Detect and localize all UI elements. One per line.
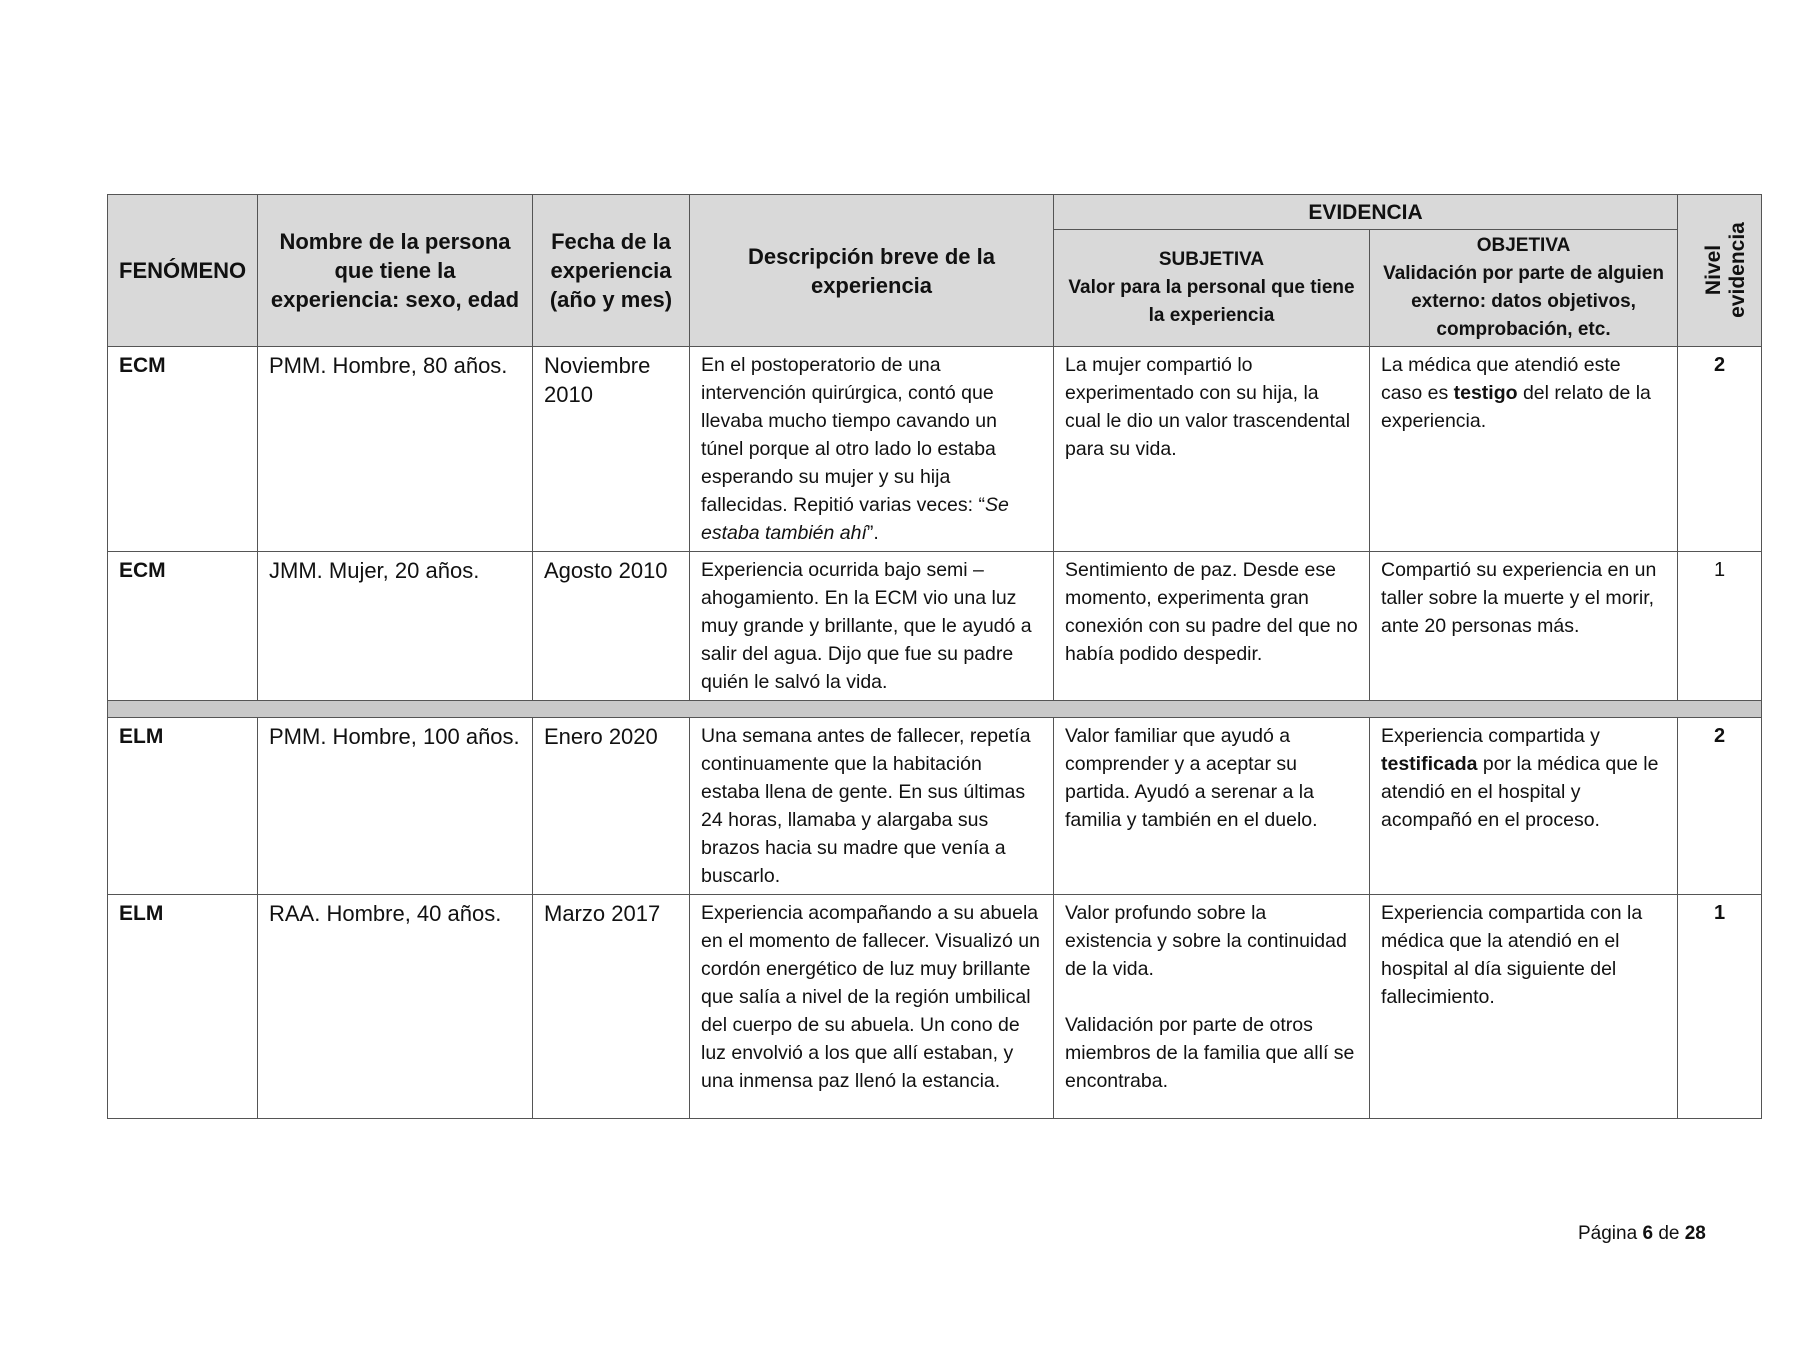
header-nivel xyxy=(1678,195,1762,347)
cell-descripcion: Una semana antes de fallecer, repetía continuamente que la habitación estaba llena de gente. En sus últimas 24 horas, llamaba y alargaba sus brazos hacia su madre que venía a buscarlo. xyxy=(690,718,1054,895)
cell-descripcion: Experiencia ocurrida bajo semi – ahogamiento. En la ECM vio una luz muy grande y brillante, que le ayudó a salir del agua. Dijo que fue su padre quién le salvó la vida. xyxy=(690,552,1054,701)
objetiva-text: La médica que atendió este caso es xyxy=(1381,354,1621,404)
cell-nivel: 1 xyxy=(1678,552,1762,701)
cell-fecha: Noviembre 2010 xyxy=(533,347,690,552)
cell-fecha: Agosto 2010 xyxy=(533,552,690,701)
cell-nombre: RAA. Hombre, 40 años. xyxy=(258,895,533,1119)
cell-objetiva xyxy=(1370,347,1678,552)
page-of: de xyxy=(1658,1223,1680,1244)
table-row xyxy=(108,552,1762,701)
objetiva-bold: testificada xyxy=(1381,753,1478,775)
cell-subjetiva: Valor familiar que ayudó a comprender y a aceptar su partida. Ayudó a serenar a la familia y también en el duelo. xyxy=(1054,718,1370,895)
page-current: 6 xyxy=(1642,1223,1654,1244)
cell-fenomeno: ECM xyxy=(108,347,258,552)
cell-subjetiva xyxy=(1054,895,1370,1119)
header-fecha: Fecha de la experiencia (año y mes) xyxy=(533,195,690,347)
cell-nombre: PMM. Hombre, 100 años. xyxy=(258,718,533,895)
descripcion-end: ”. xyxy=(866,522,879,544)
cell-subjetiva: Sentimiento de paz. Desde ese momento, experimenta gran conexión con su padre del que no había podido despedir. xyxy=(1054,552,1370,701)
cell-nivel: 2 xyxy=(1678,347,1762,552)
separator-cell xyxy=(108,701,1762,718)
cell-nombre: PMM. Hombre, 80 años. xyxy=(258,347,533,552)
table-row xyxy=(108,718,1762,895)
cell-subjetiva: La mujer compartió lo experimentado con su hija, la cual le dio un valor trascendental para su vida. xyxy=(1054,347,1370,552)
objetiva-text: Experiencia compartida y xyxy=(1381,725,1600,747)
page-total: 28 xyxy=(1684,1223,1706,1244)
cell-objetiva: Experiencia compartida con la médica que la atendió en el hospital al día siguiente del fallecimiento. xyxy=(1370,895,1678,1119)
header-subjetiva xyxy=(1054,230,1370,347)
cell-descripcion: Experiencia acompañando a su abuela en el momento de fallecer. Visualizó un cordón energético de luz muy brillante que salía a nivel de la región umbilical del cuerpo de su abuela. Un cono de luz envolvió a los que allí estaban, y una inmensa paz llenó la estancia. xyxy=(690,895,1054,1119)
table-row xyxy=(108,347,1762,552)
subjetiva-paragraph-1: Valor profundo sobre la existencia y sobre la continuidad de la vida. xyxy=(1065,902,1347,980)
subjetiva-desc: Valor para la personal que tiene la experiencia xyxy=(1068,277,1355,326)
cell-nombre: JMM. Mujer, 20 años. xyxy=(258,552,533,701)
nivel-line2: evidencia xyxy=(1725,222,1749,318)
cell-fecha: Enero 2020 xyxy=(533,718,690,895)
objetiva-text-end: por la médica que le atendió en el hospital y acompañó en el proceso. xyxy=(1381,753,1659,831)
descripcion-text: En el postoperatorio de una intervención quirúrgica, contó que llevaba mucho tiempo cavando un túnel porque al otro lado lo estaba esperando su mujer y su hija fallecidas. Repitió varias veces: “ xyxy=(701,354,997,516)
cell-nivel: 2 xyxy=(1678,718,1762,895)
section-separator xyxy=(108,701,1762,718)
cell-objetiva xyxy=(1370,718,1678,895)
header-fenomeno: FENÓMENO xyxy=(108,195,258,347)
evidence-table xyxy=(107,194,1762,1119)
cell-fenomeno: ECM xyxy=(108,552,258,701)
cell-descripcion xyxy=(690,347,1054,552)
page-label: Página xyxy=(1578,1223,1638,1244)
table-row xyxy=(108,895,1762,1119)
objetiva-text-end: del relato de la experiencia. xyxy=(1381,382,1651,432)
header-nivel-label xyxy=(1702,222,1750,318)
subjetiva-paragraph-2: Validación por parte de otros miembros de la familia que allí se encontraba. xyxy=(1065,1014,1355,1092)
subjetiva-title: SUBJETIVA xyxy=(1158,249,1265,270)
header-objetiva xyxy=(1370,230,1678,347)
objetiva-desc: Validación por parte de alguien externo: datos objetivos, comprobación, etc. xyxy=(1383,263,1664,340)
cell-fecha: Marzo 2017 xyxy=(533,895,690,1119)
cell-objetiva: Compartió su experiencia en un taller sobre la muerte y el morir, ante 20 personas más. xyxy=(1370,552,1678,701)
page-number xyxy=(1578,1223,1706,1245)
nivel-line1: Nivel xyxy=(1701,244,1725,296)
header-evidencia: EVIDENCIA xyxy=(1054,195,1678,230)
objetiva-bold: testigo xyxy=(1453,382,1518,404)
header-row-top xyxy=(108,195,1762,230)
header-nombre: Nombre de la persona que tiene la experiencia: sexo, edad xyxy=(258,195,533,347)
header-descripcion: Descripción breve de la experiencia xyxy=(690,195,1054,347)
cell-fenomeno: ELM xyxy=(108,895,258,1119)
cell-fenomeno: ELM xyxy=(108,718,258,895)
descripcion-quote: Se estaba también ahí xyxy=(701,494,1009,544)
objetiva-title: OBJETIVA xyxy=(1476,235,1571,256)
cell-nivel: 1 xyxy=(1678,895,1762,1119)
